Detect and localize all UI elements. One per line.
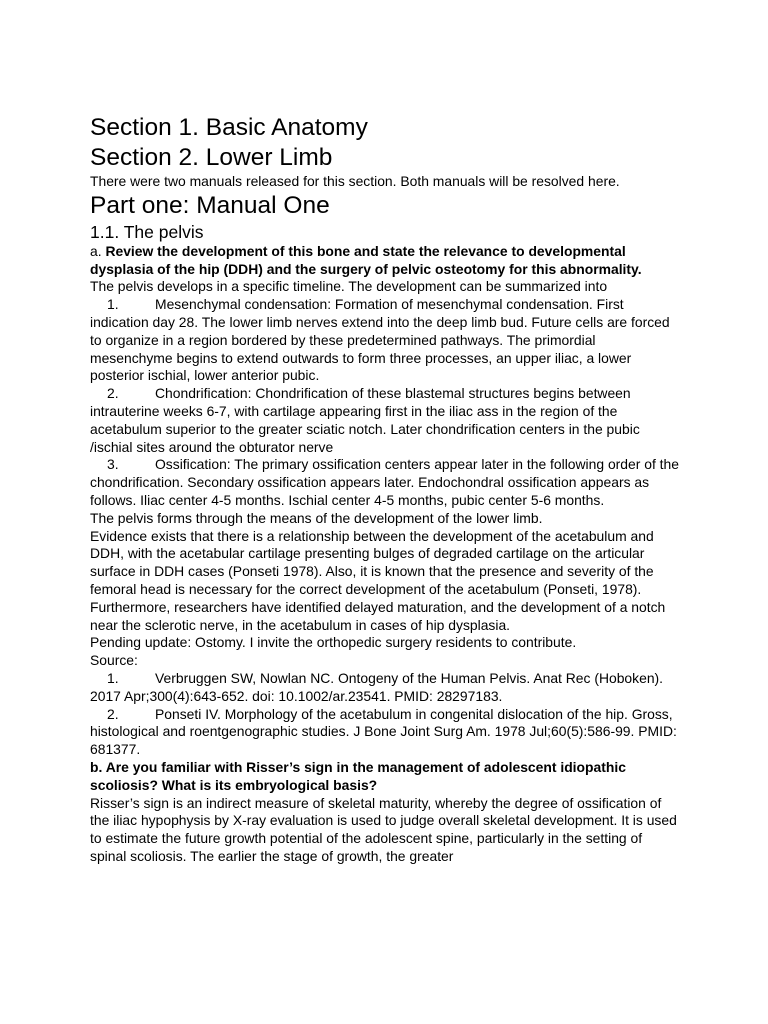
list-item [90, 385, 680, 456]
document-page [90, 113, 680, 866]
answer-b-paragraph: Risser’s sign is an indirect measure of skeletal maturity, whereby the degree of ossification of the iliac hypophysis by X-ray evaluation is used to judge overall skeletal development. It is used to estimate the future growth potential of the adolescent spine, particularly in the setting of spinal scoliosis. The earlier the stage of growth, the greater [90, 794, 677, 864]
source-label: Source: [90, 652, 138, 669]
source-item [90, 670, 680, 706]
pelvis-heading: 1.1. The pelvis [90, 221, 204, 242]
section-2-heading: Section 2. Lower Limb [90, 144, 333, 171]
question-b [90, 759, 680, 795]
list-item [90, 456, 680, 509]
paragraph: The pelvis forms through the means of the development of the lower limb. [90, 509, 543, 526]
list-item-text: Ossification: The primary ossification centers appear later in the following order of the chondrification. Secondary ossification appears later. Endochondral ossification appears as follows. Iliac center 4-5 months. Ischial center 4-5 months, pubic center 5-6 months. [90, 456, 679, 508]
list-number: 3. [107, 456, 119, 473]
question-a [90, 243, 680, 279]
source-text: Ponseti IV. Morphology of the acetabulum in congenital dislocation of the hip. Gross, histological and roentgenographic studies. J Bone Joint Surg Am. 1978 Jul;60(5):586-99. PMID: 681377. [90, 705, 677, 758]
list-number: 1. [107, 669, 119, 686]
source-text: Verbruggen SW, Nowlan NC. Ontogeny of the Human Pelvis. Anat Rec (Hoboken). 2017 Apr;300(4):643-652. doi: 10.1002/ar.23541. PMID: 28297183. [90, 669, 664, 704]
list-item-text: Chondrification: Chondrification of these blastemal structures begins between intrauterine weeks 6-7, with cartilage appearing first in the iliac ass in the region of the acetabulum superior to the greater sciatic notch. Later chondrification centers in the pubic /ischial sites around the obturator nerve [90, 385, 640, 455]
list-number: 2. [107, 705, 119, 722]
question-b-text: b. Are you familiar with Risser’s sign in the management of adolescent idiopathic scoliosis? What is its embryological basis? [90, 758, 626, 793]
list-number: 1. [107, 296, 119, 313]
list-item [90, 296, 680, 385]
sources-list [90, 670, 680, 759]
question-a-text: Review the development of this bone and state the relevance to developmental dysplasia of the hip (DDH) and the surgery of pelvic osteotomy for this abnormality. [90, 242, 642, 277]
development-steps-list [90, 296, 680, 510]
paragraph: Evidence exists that there is a relationship between the development of the acetabulum and DDH, with the acetabular cartilage presenting bulges of degraded cartilage on the articular surface in DDH cases (Ponseti 1978). Also, it is known that the presence and severity of the femoral head is necessary for the correct development of the acetabulum (Ponseti, 1978). Furthermore, researchers have identified delayed maturation, and the development of a notch near the sclerotic nerve, in the acetabulum in cases of hip dysplasia. [90, 527, 666, 633]
question-a-prefix: a. [90, 242, 106, 259]
list-number: 2. [107, 385, 119, 402]
paragraph: Pending update: Ostomy. I invite the orthopedic surgery residents to contribute. [90, 634, 577, 651]
part-one-heading: Part one: Manual One [90, 191, 330, 219]
section-1-heading: Section 1. Basic Anatomy [90, 114, 368, 141]
answer-a-intro: The pelvis develops in a specific timeline. The development can be summarized into [90, 278, 608, 295]
intro-paragraph: There were two manuals released for this section. Both manuals will be resolved here. [90, 173, 620, 189]
source-item [90, 706, 680, 759]
list-item-text: Mesenchymal condensation: Formation of mesenchymal condensation. First indication day 28. The lower limb nerves extend into the deep limb bud. Future cells are forced to organize in a region bordered by these predetermined pathways. The primordial mesenchyme begins to extend outwards to form three processes, an upper iliac, a lower posterior ischial, lower anterior pubic. [90, 296, 670, 384]
